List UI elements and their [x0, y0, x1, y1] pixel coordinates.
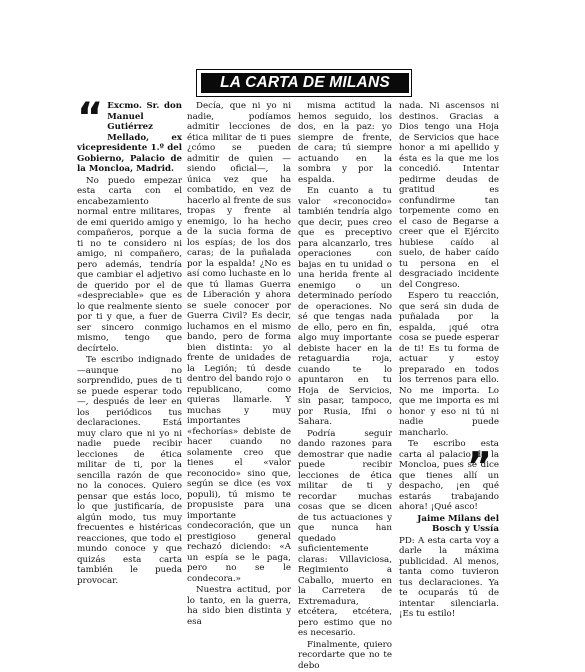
paragraph: Espero tu reacción, que será sin duda de puñalada por la espalda, ¡qué otra cosa se puede esperar de ti! Es tu forma de actuar y estoy preparado en todos los terrenos para ello. No me importa. Lo que me importa es mi honor y eso ni tú ni nadie puede mancharlo.	[399, 291, 499, 438]
paragraph: nada. Ni ascensos ni destinos. Gracias a Dios tengo una Hoja de Servicios que hace honor a mi apellido y ésta es la que me los concedió. Intentar pedirme deudas de gratitud es confundirme tan torpemente como en el caso de Begarse a creer que el Ejército hubiese caído al suelo, de haber caído tu persona en el desgraciado incidente del Congreso.	[399, 101, 499, 290]
paragraph: misma actitud la hemos seguido, los dos, en la paz: yo siempre de frente, de cara; tú siempre actuando en la sombra y por la espalda.	[298, 101, 392, 185]
paragraph: Decía, que ni yo ni nadie, podíamos admitir lecciones de ética militar de ti pues ¿cómo se pueden admitir de quien —siendo oficial—, la única vez que ha combatido, en vez de hacerlo al frente de sus tropas y frente al enemigo, lo ha hecho de la sucia forma de los espías; de los dos caras; de la puñalada por la espalda! ¿No es así como luchaste en lo que tú llamas Guerra de Liberación y ahora se suele conocer por Guerra Civil? Es decir, luchamos en el mismo bando, pero de forma bien distinta: yo al frente de unidades de la Legión; tú desde dentro del bando rojo o republicano, como quieras llamarle. Y muchas y muy importantes «fechorías» debiste de hacer cuando no solamente creo que tienes el «valor reconocido» sino que, según se dice (es vox populi), tú mismo te propusiste para una importante condecoración, que un prestigioso general rechazó diciendo: «A un espía se le paga, pero no se le condecora.»	[187, 101, 291, 584]
paragraph: Nuestra actitud, por lo tanto, en la guerra, ha sido bien distinta y esa	[187, 585, 291, 627]
signature: Jaime Milans del Bosch y Ussía	[417, 513, 499, 534]
column-3	[298, 101, 392, 672]
paragraph: Podría seguir dando razones para demostrar que nadie puede recibir lecciones de ética militar de ti y recordar muchas cosas que se dicen de tus actuaciones y que nunca han quedado suficientemente claras: Villaviciosa, Regimiento a Caballo, muerto en la Carretera de Extremadura, etcétera, etcétera, pero estimo que no es necesario.	[298, 428, 392, 638]
addressee-block	[77, 95, 182, 175]
closing-quote-mark: ”	[467, 444, 492, 488]
paragraph: Te escribo indignado —aunque no sorprendido, pues de ti se puede esperar todo—, después de leer en los periódicos tus declaraciones. Está muy claro que ni yo ni nadie puede recibir lecciones de ética militar de ti, por la sencilla razón de que no la conoces. Quiero pensar que estás loco, lo que justificaría, de algún modo, tus muy frecuentes e histéricas reacciones, que todo el mundo conoce y que quizás esta carta también le pueda provocar.	[77, 355, 182, 586]
postscript: PD: A esta carta voy a darle la máxima publicidad. Al menos, tanta como tuvieron tus declaraciones. Ya te ocuparás tú de intentar silenciarla. ¡Es tu estilo!	[399, 535, 499, 619]
paragraph: Te escribo esta carta al palacio de la Moncloa, pues se dice que tienes allí un despacho, ¡en qué estarás trabajando ahora! ¡Qué asco!	[399, 439, 499, 512]
paragraph: No puedo empezar esta carta con el encabezamiento normal entre militares, de emi querido amigo y compañeros, porque a ti no te considero ni amigo, ni compañero, pero además, tendría que cambiar el adjetivo de querido por el de «despreciable» que es lo que realmente siento por ti y que, a fuer de ser sincero conmigo mismo, tengo que decírtelo.	[77, 175, 182, 354]
headline: LA CARTA DE MILANS	[201, 73, 409, 93]
column-1	[77, 95, 182, 587]
column-2	[187, 101, 291, 628]
column-4	[399, 101, 499, 621]
opening-quote-mark: “	[77, 95, 104, 141]
paragraph: En cuanto a tu valor «reconocido» también tendría algo que decir, pues creo que es preceptivo para alcanzarlo, tres operaciones con bajas en tu unidad o una herida frente al enemigo o un determinado período de operaciones. No sé que tengas nada de ello, pero en fin, algo muy importante debiste hacer en la retaguardia roja, cuando te lo apuntaron en tu Hoja de Servicios, sin pasar, tampoco, por Rusia, Ifni o Sahara.	[298, 186, 392, 427]
addressee: Excmo. Sr. don Manuel Gutiérrez Mellado, ex vicepresidente 1.º del Gobierno, Palacio de la Moncloa, Madrid.	[77, 101, 182, 174]
paragraph: Finalmente, quiero recordarte que no te debo	[298, 639, 392, 671]
